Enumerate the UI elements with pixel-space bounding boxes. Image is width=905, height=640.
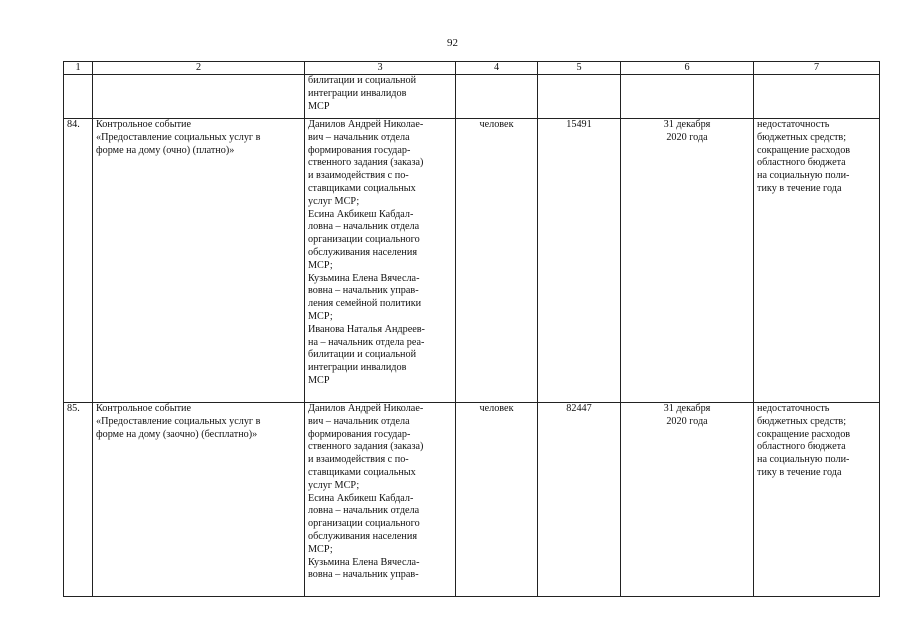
responsible-line: Данилов Андрей Николае-: [308, 119, 424, 130]
header-col-7: 7: [754, 62, 880, 75]
cell-deadline: [621, 403, 754, 597]
responsible-line: МСР: [308, 374, 330, 386]
responsible-line: организации социального: [308, 518, 420, 530]
cell-event: [93, 403, 305, 597]
cell-number: [64, 75, 93, 119]
risk-line: недостаточность: [757, 119, 830, 130]
header-col-1: 1: [64, 62, 93, 75]
risk-line: областного бюджета: [757, 157, 846, 169]
responsible-line: и взаимодействия с по-: [308, 454, 409, 466]
cell-value: 82447: [538, 403, 621, 597]
cell-responsible: [305, 119, 456, 403]
risk-line: тику в течение года: [757, 466, 842, 478]
cell-risks: [754, 75, 880, 119]
responsible-line: ления семейной политики: [308, 298, 422, 310]
responsible-line: Есина Акбикеш Кабдал-: [308, 208, 414, 220]
risk-line: недостаточность: [757, 403, 830, 414]
responsible-line: на – начальник отдела реа-: [308, 336, 425, 348]
cell-unit: человек: [456, 119, 538, 403]
responsible-line: вич – начальник отдела: [308, 131, 410, 143]
cell-responsible: [305, 75, 456, 119]
responsible-line: ставщиками социальных: [308, 182, 416, 194]
cell-value: 15491: [538, 119, 621, 403]
event-line: «Предоставление социальных услуг в: [96, 415, 261, 427]
responsible-line: ловна – начальник отдела: [308, 505, 420, 517]
cell-number: 85.: [64, 403, 93, 597]
responsible-line: Иванова Наталья Андреев-: [308, 323, 425, 335]
responsible-line: Данилов Андрей Николае-: [308, 403, 424, 414]
responsible-line: ставщиками социальных: [308, 466, 416, 478]
page-number: 92: [447, 37, 458, 49]
deadline-line: 31 декабря: [663, 403, 711, 414]
cell-risks: [754, 403, 880, 597]
cell-event: [93, 119, 305, 403]
risk-line: бюджетных средств;: [757, 415, 847, 427]
responsible-line: ловна – начальник отдела: [308, 221, 420, 233]
responsible-line: вовна – начальник управ-: [308, 285, 419, 297]
table-row-85: [64, 403, 880, 597]
cell-deadline: [621, 119, 754, 403]
responsible-line: и взаимодействия с по-: [308, 170, 409, 182]
responsible-line: МСР;: [308, 259, 333, 271]
cell-risks: [754, 119, 880, 403]
responsible-line: Кузьмина Елена Вячесла-: [308, 556, 420, 568]
responsible-line: обслуживания населения: [308, 530, 418, 542]
responsible-line: обслуживания населения: [308, 246, 418, 258]
responsible-line: вич – начальник отдела: [308, 415, 410, 427]
event-line: «Предоставление социальных услуг в: [96, 131, 261, 143]
responsible-line: Есина Акбикеш Кабдал-: [308, 492, 414, 504]
table-row-84: [64, 119, 880, 403]
header-col-4: 4: [456, 62, 538, 75]
responsible-line: формирования государ-: [308, 144, 411, 156]
header-col-2: 2: [93, 62, 305, 75]
measures-table: [63, 61, 880, 597]
responsible-line: организации социального: [308, 234, 420, 246]
header-col-5: 5: [538, 62, 621, 75]
event-line: форме на дому (очно) (платно)»: [96, 144, 235, 156]
responsible-line: ственного задания (заказа): [308, 157, 424, 169]
cell-value: [538, 75, 621, 119]
header-col-3: 3: [305, 62, 456, 75]
responsible-line: формирования государ-: [308, 428, 411, 440]
risk-line: на социальную поли-: [757, 170, 850, 182]
header-row: [64, 62, 880, 75]
risk-line: сокращение расходов: [757, 144, 851, 156]
responsible-line: МСР;: [308, 543, 333, 555]
cell-number: 84.: [64, 119, 93, 403]
responsible-line: Кузьмина Елена Вячесла-: [308, 272, 420, 284]
header-col-6: 6: [621, 62, 754, 75]
risk-line: областного бюджета: [757, 441, 846, 453]
responsible-line: интеграции инвалидов: [308, 362, 407, 374]
responsible-line: услуг МСР;: [308, 195, 360, 207]
deadline-line: 2020 года: [666, 415, 708, 427]
risk-line: на социальную поли-: [757, 454, 850, 466]
event-line: Контрольное событие: [96, 403, 191, 414]
table-row-continuation: [64, 75, 880, 119]
responsible-line: билитации и социальной: [308, 75, 417, 86]
cell-responsible: [305, 403, 456, 597]
cell-unit: человек: [456, 403, 538, 597]
event-line: Контрольное событие: [96, 119, 191, 130]
deadline-line: 2020 года: [666, 131, 708, 143]
cell-unit: [456, 75, 538, 119]
cell-event: [93, 75, 305, 119]
responsible-line: билитации и социальной: [308, 349, 417, 361]
risk-line: тику в течение года: [757, 182, 842, 194]
risk-line: сокращение расходов: [757, 428, 851, 440]
responsible-line: МСР: [308, 100, 330, 112]
responsible-line: услуг МСР;: [308, 479, 360, 491]
cell-deadline: [621, 75, 754, 119]
deadline-line: 31 декабря: [663, 119, 711, 130]
responsible-line: МСР;: [308, 310, 333, 322]
event-line: форме на дому (заочно) (бесплатно)»: [96, 428, 258, 440]
responsible-line: ственного задания (заказа): [308, 441, 424, 453]
responsible-line: интеграции инвалидов: [308, 87, 407, 99]
responsible-line: вовна – начальник управ-: [308, 569, 419, 581]
risk-line: бюджетных средств;: [757, 131, 847, 143]
